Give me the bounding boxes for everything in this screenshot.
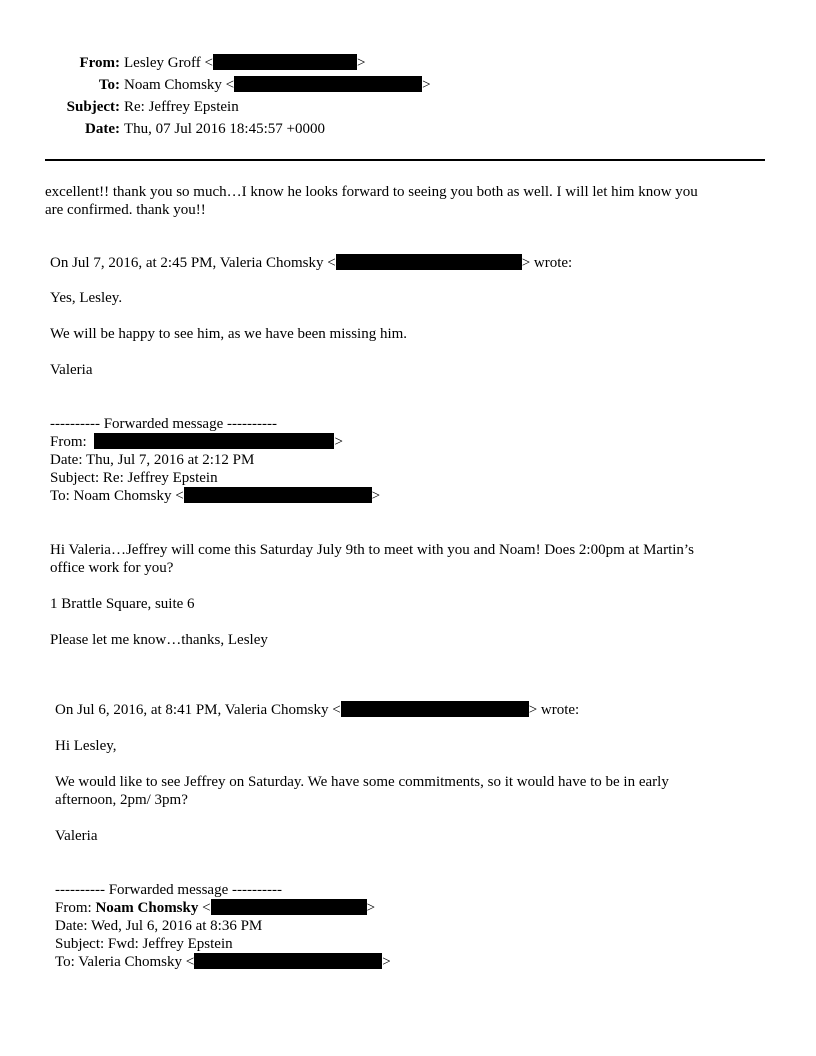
forward1-from: From: > — [50, 434, 343, 450]
header-to-label: To: — [98, 77, 120, 93]
header-date-value: Thu, 07 Jul 2016 18:45:57 +0000 — [124, 121, 325, 137]
header-from-value: Lesley Groff < > — [124, 55, 366, 71]
forward1-body-line-1: Hi Valeria…Jeffrey will come this Saturday July 9th to meet with you and Noam! Does 2:00pm at Martin’s — [50, 542, 694, 558]
reply-line-1: excellent!! thank you so much…I know he looks forward to seeing you both as well. I will let him know you — [45, 184, 698, 200]
header-from-label: From: — [79, 55, 120, 71]
forward1-to: To: Noam Chomsky < > — [50, 488, 381, 504]
quote1-greeting: Yes, Lesley. — [50, 290, 123, 306]
forward1-address: 1 Brattle Square, suite 6 — [50, 596, 195, 612]
quote2-body-line-2: afternoon, 2pm/ 3pm? — [55, 792, 188, 808]
header-subject-value: Re: Jeffrey Epstein — [124, 99, 239, 115]
quote2-body-line-1: We would like to see Jeffrey on Saturday. We have some commitments, so it would have to be in early — [55, 774, 669, 790]
redaction-block — [184, 487, 372, 503]
redaction-block — [213, 54, 357, 70]
quote1-signature: Valeria — [50, 362, 93, 378]
forward1-date: Date: Thu, Jul 7, 2016 at 2:12 PM — [50, 452, 255, 468]
forward2-from: From: Noam Chomsky < > — [55, 900, 376, 916]
redaction-block — [341, 701, 529, 717]
forward1-closing: Please let me know…thanks, Lesley — [50, 632, 268, 648]
redaction-block — [336, 254, 522, 270]
quote1-body: We will be happy to see him, as we have been missing him. — [50, 326, 408, 342]
reply-line-2: are confirmed. thank you!! — [45, 202, 206, 218]
forward1-body-line-2: office work for you? — [50, 560, 174, 576]
redaction-block — [94, 433, 334, 449]
forward2-separator: ---------- Forwarded message ---------- — [55, 882, 282, 898]
forward2-from-name: Noam Chomsky — [95, 900, 199, 916]
header-subject-label: Subject: — [66, 99, 120, 115]
redaction-block — [194, 953, 382, 969]
forward2-subject: Subject: Fwd: Jeffrey Epstein — [55, 936, 233, 952]
forward1-separator: ---------- Forwarded message ---------- — [50, 416, 277, 432]
quote2-intro: On Jul 6, 2016, at 8:41 PM, Valeria Chomsky < > wrote: — [55, 702, 580, 718]
quote2-greeting: Hi Lesley, — [55, 738, 117, 754]
header-divider — [45, 159, 765, 161]
forward1-subject: Subject: Re: Jeffrey Epstein — [50, 470, 218, 486]
forward2-to: To: Valeria Chomsky < > — [55, 954, 391, 970]
redaction-block — [234, 76, 422, 92]
quote2-signature: Valeria — [55, 828, 98, 844]
redaction-block — [211, 899, 367, 915]
header-to-value: Noam Chomsky < > — [124, 77, 431, 93]
forward2-date: Date: Wed, Jul 6, 2016 at 8:36 PM — [55, 918, 263, 934]
header-date-label: Date: — [85, 121, 120, 137]
quote1-intro: On Jul 7, 2016, at 2:45 PM, Valeria Chomsky < > wrote: — [50, 255, 573, 271]
